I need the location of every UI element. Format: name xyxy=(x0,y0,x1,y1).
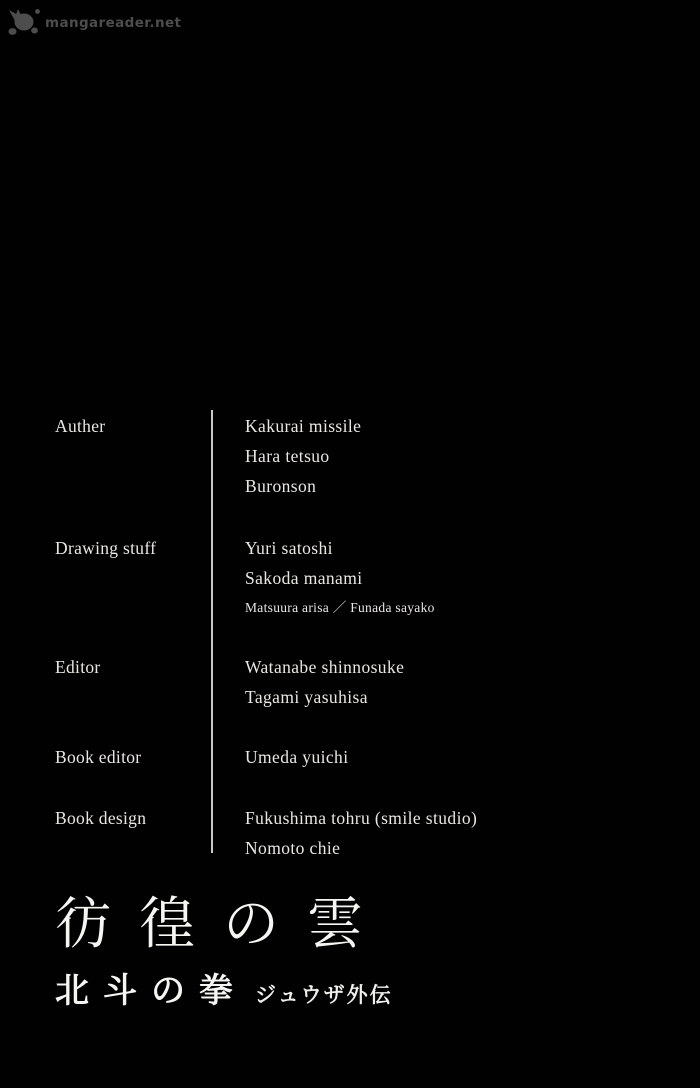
credits-divider xyxy=(211,410,213,853)
credit-name: Nomoto chie xyxy=(245,838,341,858)
series-subtitle: ジュウザ外伝 xyxy=(255,983,393,1007)
credit-name: Hara tetsuo xyxy=(245,446,330,466)
credit-name: Tagami yasuhisa xyxy=(245,687,368,707)
credit-names xyxy=(245,533,435,622)
credit-role-label: Book editor xyxy=(55,747,142,767)
mangareader-mascot-icon xyxy=(6,7,42,37)
credit-names xyxy=(245,742,348,772)
credit-names xyxy=(245,803,477,863)
credit-name: Matsuura arisa ／ Funada sayako xyxy=(245,600,435,615)
credit-name: Kakurai missile xyxy=(245,416,362,436)
series-title: 北斗の拳 xyxy=(55,973,247,1010)
credit-name: Watanabe shinnosuke xyxy=(245,657,405,677)
credit-role-label: Auther xyxy=(55,416,106,436)
credit-name: Sakoda manami xyxy=(245,568,363,588)
credit-role-label: Editor xyxy=(55,657,101,677)
credit-name: Fukushima tohru (smile studio) xyxy=(245,808,478,828)
site-watermark xyxy=(6,7,181,37)
credit-name: Umeda yuichi xyxy=(245,747,349,767)
title-main: 彷徨の雲 xyxy=(55,894,391,956)
credit-names xyxy=(245,411,361,501)
watermark-text: mangareader.net xyxy=(45,15,182,31)
credit-role-label: Drawing stuff xyxy=(55,538,157,558)
credit-role-label: Book design xyxy=(55,808,147,828)
credit-names xyxy=(245,652,404,712)
credit-name: Yuri satoshi xyxy=(245,538,333,558)
title-sub-row xyxy=(55,963,393,1012)
title-block xyxy=(55,893,393,1012)
credit-name: Buronson xyxy=(245,476,317,496)
